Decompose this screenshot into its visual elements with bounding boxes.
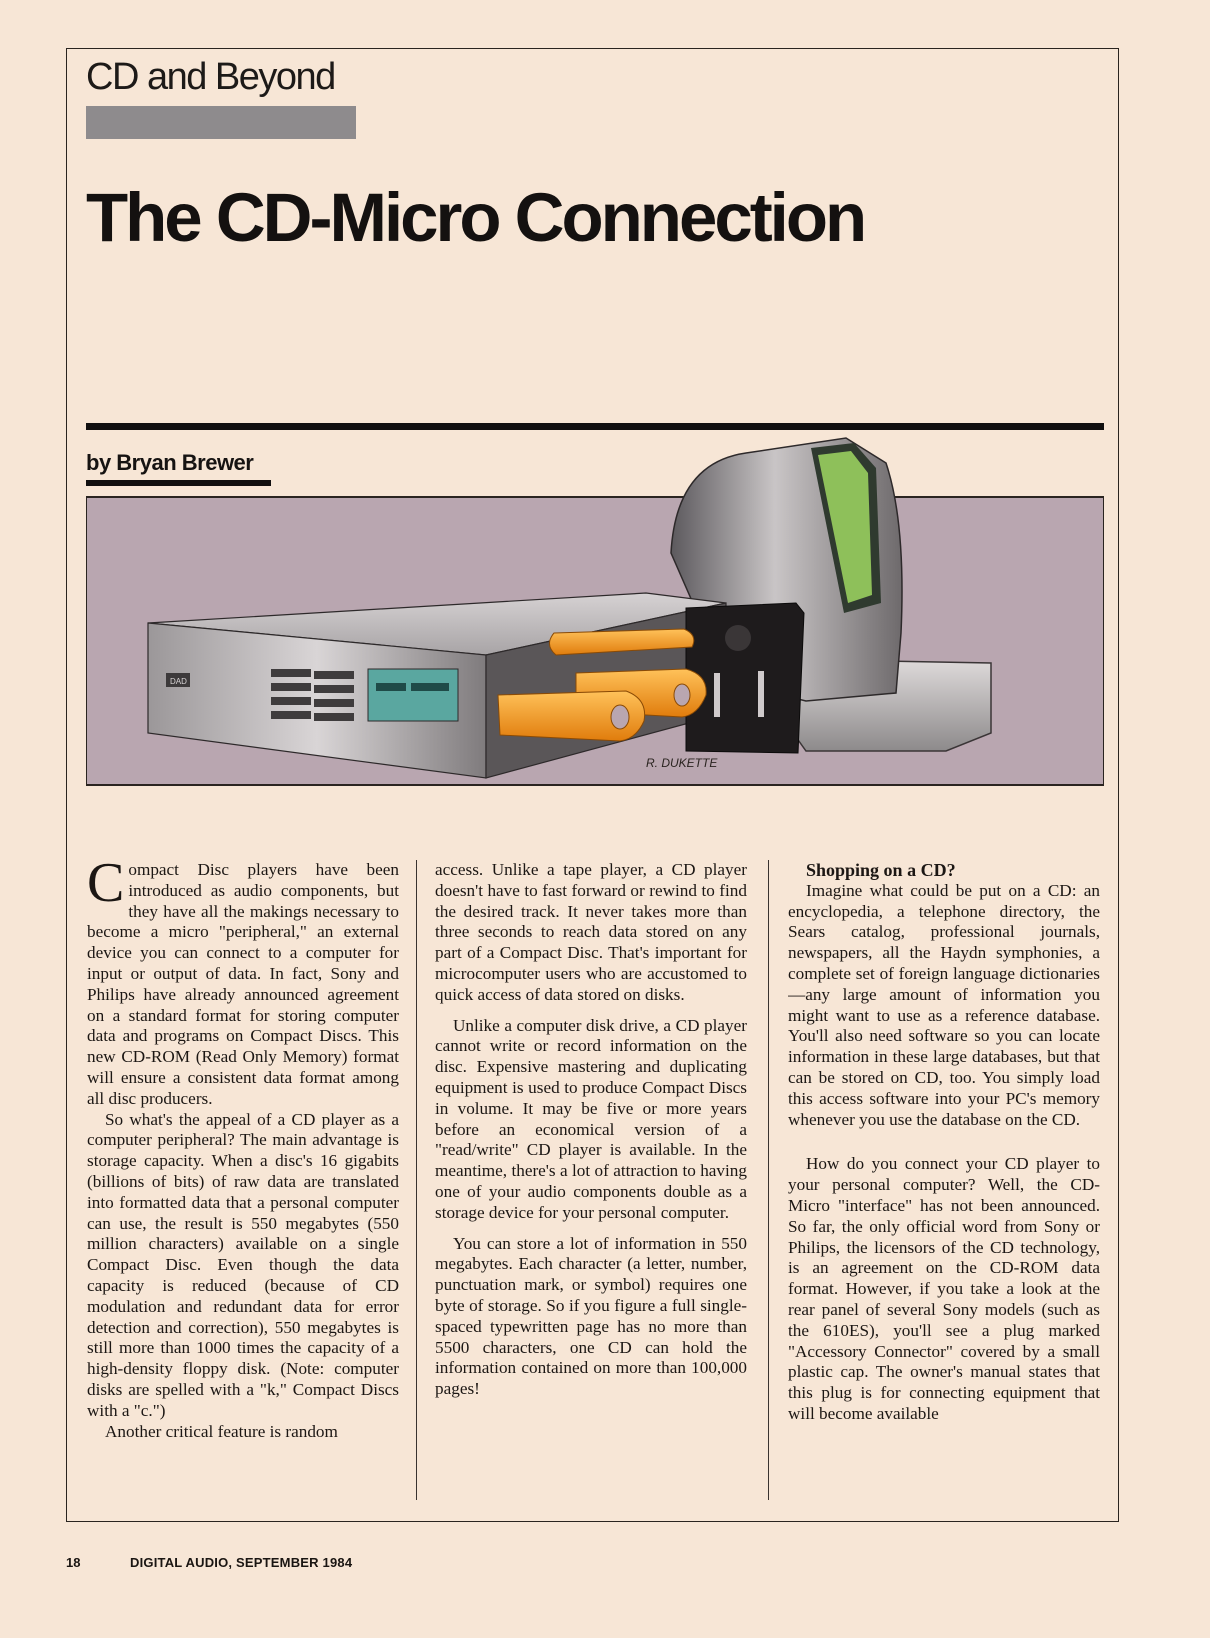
subhead: Shopping on a CD? (806, 860, 956, 880)
publication-footer: DIGITAL AUDIO, SEPTEMBER 1984 (130, 1555, 353, 1570)
artist-signature: R. DUKETTE (646, 756, 718, 770)
connector-block (686, 603, 804, 753)
column-2-paragraph-1: access. Unlike a tape player, a CD player doesn't have to fast forward or rewind to find the desired track. It never takes more than three seconds to reach data stored on any part of a Compact Disc. That's important for microcomputer users who are accustomed to quick access of data stored on disks. (435, 860, 747, 1004)
column-3-paragraph-2: How do you connect your CD player to your personal computer? Well, the CD-Micro "interface" has not been announced. So far, the only official word from Sony or Philips, the licensors of the CD technology, is an agreement on the CD-ROM data format. However, if you take a look at the rear panel of several Sony models (such as the 610ES), you'll see a plug marked "Accessory Connector" covered by a small plastic cap. The owner's manual states that this plug is for connecting equipment that will become available (788, 1154, 1100, 1423)
article-illustration (86, 433, 1104, 819)
drop-cap: C (87, 860, 125, 914)
column-divider-1 (416, 860, 417, 1500)
article-column-3 (788, 860, 1100, 1505)
title-rule (86, 423, 1104, 430)
column-1-paragraph-2: So what's the appeal of a CD player as a computer peripheral? The main advantage is storage capacity. When a disc's 16 gigabits (billions of bits) of raw data are translated into formatted data that a personal computer can use, the result is 550 megabytes (550 million characters) available on a single Compact Disc. Even though the data capacity is reduced (because of CD modulation and redundant data for error detection and correction), 550 megabytes is still more than 1000 times the capacity of a high-density floppy disk. (Note: computer disks are spelled with a "k," Compact Discs with a "c.") (87, 1109, 399, 1420)
cd-player-display (368, 669, 458, 721)
column-divider-2 (768, 860, 769, 1500)
section-label: CD and Beyond (86, 56, 335, 98)
article-title: The CD-Micro Connection (86, 179, 865, 256)
column-1-paragraph-3: Another critical feature is random (105, 1421, 338, 1441)
column-1-paragraph-1 (87, 860, 399, 1110)
page-number: 18 (66, 1555, 81, 1570)
byline: by Bryan Brewer (86, 450, 254, 475)
article-column-1 (87, 860, 399, 1505)
connector-socket (725, 625, 751, 651)
column-3-paragraph-1: Imagine what could be put on a CD: an encyclopedia, a telephone directory, the Sears catalog, professional journals, newspapers, all the Haydn symphonies, a complete set of foreign language dictionaries—any large amount of information you might want to use as a reference database. You'll also need software so you can locate information in these large databases, but that can be stored on CD, too. You simply load this access software into your PC's memory whenever you use the database on the CD. (788, 880, 1100, 1129)
column-2-paragraph-3: You can store a lot of information in 550 megabytes. Each character (a letter, number, punctuation mark, or symbol) requires one byte of storage. So if you figure a full single-spaced typewritten page has no more than 5500 characters, one CD can hold the information contained on more than 100,000 pages! (435, 1233, 747, 1399)
column-2-paragraph-2: Unlike a computer disk drive, a CD player cannot write or record information on the disc. Expensive mastering and duplicating equipment is used to produce Compact Discs in volume. It may be five or more years before an economical version of a "read/write" CD player is available. In the meantime, there's a lot of attraction to having one of your audio components double as a storage device for your personal computer. (435, 1015, 747, 1222)
column-1-paragraph-1-text: ompact Disc players have been introduced as audio components, but they have all the makings necessary to become a micro "peripheral," an external device you can connect to a computer for input or output of data. In fact, Sony and Philips have already announced agreement on a standard format for storing computer data and programs on Compact Discs. This new CD-ROM (Read Only Memory) format will ensure a consistent data format among all disc producers. (87, 860, 399, 1108)
article-column-2 (435, 860, 747, 1505)
cd-player-badge-text: DAD (170, 677, 187, 686)
section-label-bar (86, 106, 356, 139)
byline-bar (86, 480, 271, 486)
